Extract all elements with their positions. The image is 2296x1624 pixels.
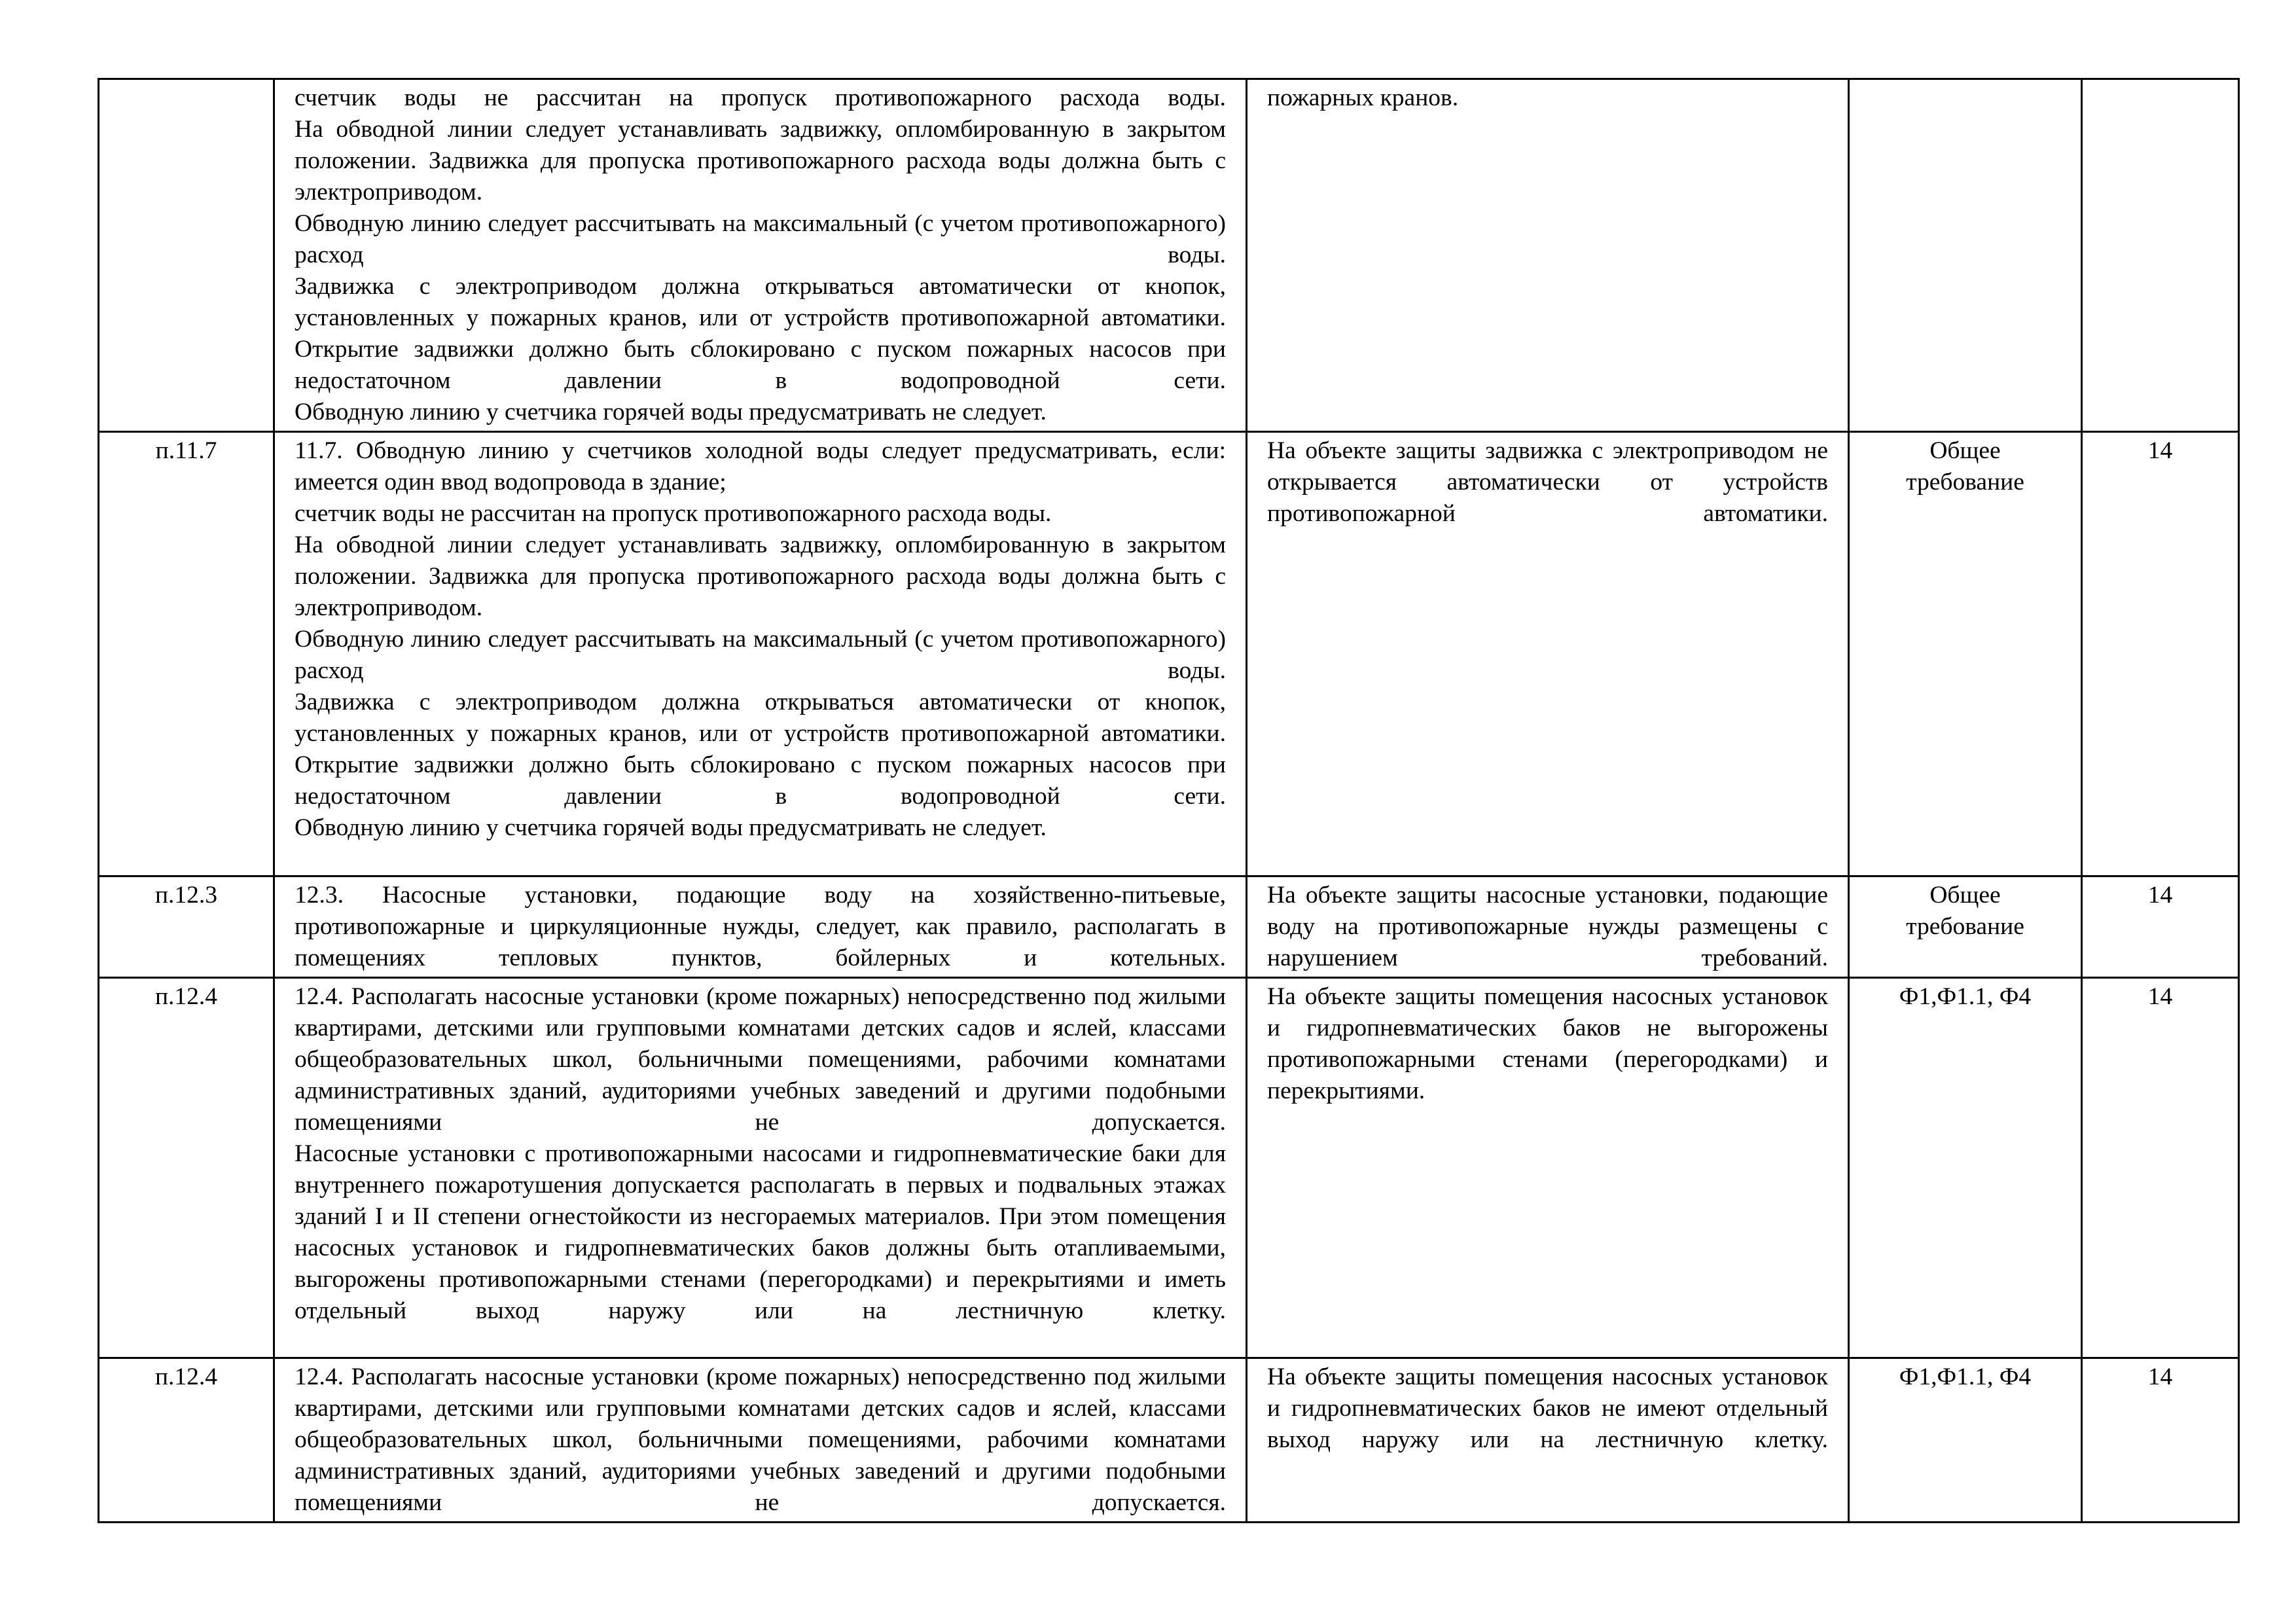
violation-text: На объекте защиты помещения насосных установок и гидропневматических баков не имеют отдельный выход наружу или на лестничную клетку.: [1267, 1363, 1828, 1453]
requirement-paragraph: 12.3. Насосные установки, подающие воду на хозяйственно-питьевые, противопожарные и циркуляционные нужды, следует, как правило, располагать в помещениях тепловых пунктов, бойлерных и котельных.: [295, 882, 1226, 971]
count-cell: 14: [2082, 876, 2239, 978]
requirement-paragraph: Обводную линию у счетчика горячей воды предусматривать не следует.: [295, 814, 1047, 841]
category-cell: Общее требование: [1849, 876, 2082, 978]
violation-cell: пожарных кранов.: [1247, 79, 1849, 432]
requirement-paragraph: имеется один ввод водопровода в здание;: [295, 469, 726, 496]
requirement-paragraph: На обводной линии следует устанавливать задвижку, опломбированную в закрытом положении. Задвижка для пропуска противопожарного расхода воды должна быть с электроприводом.: [295, 532, 1226, 621]
violation-text: На объекте защиты задвижка с электроприводом не открывается автоматически от устройств противопожарной автоматики.: [1267, 437, 1828, 527]
requirement-paragraph: 12.4. Располагать насосные установки (кроме пожарных) непосредственно под жилыми квартирами, детскими или групповыми комнатами детских садов и яслей, классами общеобразовательных школ, больничными помещениями, рабочими комнатами административных зданий, аудиториями учебных заведений и другими подобными помещениями не допускается.: [295, 983, 1226, 1136]
table-row: [99, 876, 2239, 978]
table-row: [99, 79, 2239, 432]
violation-cell: [1247, 978, 1849, 1358]
violation-cell: [1247, 876, 1849, 978]
requirement-cell: [274, 1358, 1247, 1523]
category-cell: [1849, 79, 2082, 432]
clause-cell: [99, 79, 274, 432]
count-cell: 14: [2082, 1358, 2239, 1523]
table-row: [99, 432, 2239, 876]
violation-text: На объекте защиты насосные установки, подающие воду на противопожарные нужды размещены с нарушением требований.: [1267, 882, 1828, 971]
category-cell: Ф1,Ф1.1, Ф4: [1849, 978, 2082, 1358]
requirement-paragraph: 12.4. Располагать насосные установки (кроме пожарных) непосредственно под жилыми квартирами, детскими или групповыми комнатами детских садов и яслей, классами общеобразовательных школ, больничными помещениями, рабочими комнатами административных зданий, аудиториями учебных заведений и другими подобными помещениями не допускается.: [295, 1363, 1226, 1516]
requirement-paragraph: Задвижка с электроприводом должна открываться автоматически от кнопок, установленных у пожарных кранов, или от устройств противопожарной автоматики. Открытие задвижки должно быть сблокировано с пуском пожарных насосов при недостаточном давлении в водопроводной сети.: [295, 689, 1226, 810]
requirement-paragraph: Обводную линию следует рассчитывать на максимальный (с учетом противопожарного) расход воды.: [295, 210, 1226, 268]
requirement-paragraph: Обводную линию у счетчика горячей воды предусматривать не следует.: [295, 399, 1047, 425]
count-cell: 14: [2082, 978, 2239, 1358]
requirement-cell: [274, 432, 1247, 876]
clause-cell: п.11.7: [99, 432, 274, 876]
count-cell: 14: [2082, 432, 2239, 876]
table-row: [99, 1358, 2239, 1523]
requirement-paragraph: счетчик воды не рассчитан на пропуск противопожарного расхода воды.: [295, 84, 1226, 111]
count-cell: [2082, 79, 2239, 432]
violation-cell: [1247, 432, 1849, 876]
clause-cell: п.12.4: [99, 978, 274, 1358]
violation-text: На объекте защиты помещения насосных установок и гидропневматических баков не выгорожены противопожарными стенами (перегородками) и перекрытиями.: [1267, 983, 1828, 1104]
requirement-paragraph: Обводную линию следует рассчитывать на максимальный (с учетом противопожарного) расход воды.: [295, 626, 1226, 684]
requirements-table: [98, 78, 2240, 1523]
requirement-paragraph: Задвижка с электроприводом должна открываться автоматически от кнопок, установленных у пожарных кранов, или от устройств противопожарной автоматики. Открытие задвижки должно быть сблокировано с пуском пожарных насосов при недостаточном давлении в водопроводной сети.: [295, 273, 1226, 394]
requirement-paragraph: счетчик воды не рассчитан на пропуск противопожарного расхода воды.: [295, 500, 1052, 527]
requirement-paragraph: Насосные установки с противопожарными насосами и гидропневматические баки для внутреннего пожаротушения допускается располагать в первых и подвальных этажах зданий I и II степени огнестойкости из несгораемых материалов. При этом помещения насосных установок и гидропневматических баков должны быть отапливаемыми, выгорожены противопожарными стенами (перегородками) и перекрытиями и иметь отдельный выход наружу или на лестничную клетку.: [295, 1140, 1226, 1324]
requirement-cell: [274, 876, 1247, 978]
requirement-cell: [274, 79, 1247, 432]
clause-cell: п.12.3: [99, 876, 274, 978]
requirement-cell: [274, 978, 1247, 1358]
requirement-paragraph: На обводной линии следует устанавливать задвижку, опломбированную в закрытом положении. Задвижка для пропуска противопожарного расхода воды должна быть с электроприводом.: [295, 116, 1226, 206]
violation-cell: [1247, 1358, 1849, 1523]
table-row: [99, 978, 2239, 1358]
category-cell: Общее требование: [1849, 432, 2082, 876]
category-cell: Ф1,Ф1.1, Ф4: [1849, 1358, 2082, 1523]
requirement-paragraph: 11.7. Обводную линию у счетчиков холодной воды следует предусматривать, если:: [295, 437, 1226, 464]
document-page: [98, 78, 2240, 1523]
clause-cell: п.12.4: [99, 1358, 274, 1523]
